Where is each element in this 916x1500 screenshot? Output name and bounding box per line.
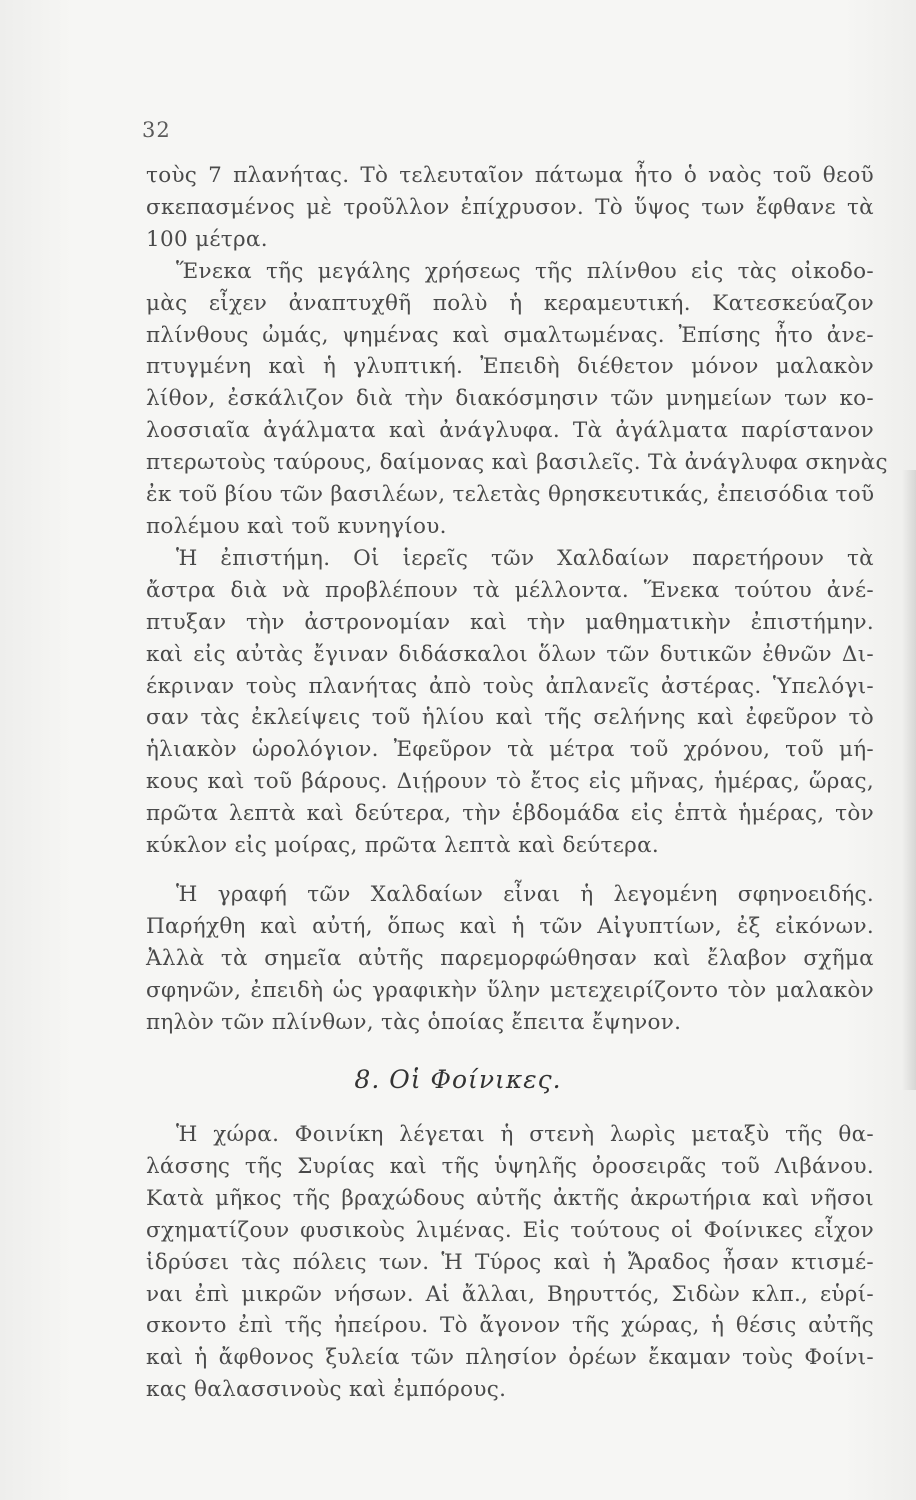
text-line: ἐκ τοῦ βίου τῶν βασιλέων, τελετὰς θρησκευτικάς, ἐπεισόδια τοῦ [146, 482, 875, 508]
text-line: πολέμου καὶ τοῦ κυνηγίου. [146, 513, 447, 539]
paragraph-babylon-temple [146, 160, 888, 862]
text-line: πτυξαν τὴν ἀστρονομίαν καὶ τὴν μαθηματικὴν ἐπιστήμην. [146, 609, 874, 635]
text-line: κας θαλασσινοὺς καὶ ἐμπόρους. [146, 1377, 507, 1403]
text-line: σκεπασμένος μὲ τροῦλλον ἐπίχρυσον. Τὸ ὕψος των ἔφθανε τὰ [146, 194, 874, 220]
text-line: ἱδρύσει τὰς πόλεις των. Ἡ Τύρος καὶ ἡ Ἄραδος ἦσαν κτισμέ- [146, 1249, 874, 1275]
text-line: Ἀλλὰ τὰ σημεῖα αὐτῆς παρεμορφώθησαν καὶ ἔλαβον σχῆμα [146, 945, 874, 971]
text-line: σχηματίζουν φυσικοὺς λιμένας. Εἰς τούτους οἱ Φοίνικες εἶχον [146, 1217, 874, 1243]
text-line: σφηνῶν, ἐπειδὴ ὡς γραφικὴν ὕλην μετεχειρίζοντο τὸν μαλακὸν [146, 977, 874, 1003]
section-title: 8. Οἱ Φοίνικες. [354, 1065, 562, 1094]
page-number: 32 [142, 118, 171, 142]
text-line: πλίνθους ὠμάς, ψημένας καὶ σμαλτωμένας. Ἐπίσης ἦτο ἀνε- [146, 322, 874, 348]
text-line: πτερωτοὺς ταύρους, δαίμονας καὶ βασιλεῖς. Τὰ ἀνάγλυφα σκηνὰς [146, 450, 888, 476]
text-line: Ἡ γραφή τῶν Χαλδαίων εἶναι ἡ λεγομένη σφηνοειδής. [176, 882, 874, 907]
text-line: πτυγμένη καὶ ἡ γλυπτική. Ἐπειδὴ διέθετον μόνον μαλακὸν [146, 354, 874, 380]
paragraph-phoenicia-land [146, 1119, 874, 1406]
text-line: σαν τὰς ἐκλείψεις τοῦ ἡλίου καὶ τῆς σελήνης καὶ ἐφεῦρον τὸ [146, 705, 874, 731]
text-line: καὶ εἰς αὐτὰς ἔγιναν διδάσκαλοι ὅλων τῶν δυτικῶν ἐθνῶν Δι- [146, 641, 874, 667]
page-edge-shadow [902, 470, 916, 1090]
text-line: τοὺς 7 πλανήτας. Τὸ τελευταῖον πάτωμα ἦτο ὁ ναὸς τοῦ θεοῦ [146, 163, 874, 188]
text-line: Ἕνεκα τῆς μεγάλης χρήσεως τῆς πλίνθου εἰς τὰς οἰκοδο- [176, 258, 874, 284]
text-line: 100 μέτρα. [146, 226, 268, 252]
text-line: Κατὰ μῆκος τῆς βραχώδους αὐτῆς ἀκτῆς ἀκρωτήρια καὶ νῆσοι [146, 1185, 874, 1211]
text-line: κους καὶ τοῦ βάρους. Διῄρουν τὸ ἔτος εἰς μῆνας, ἡμέρας, ὥρας, [146, 769, 874, 795]
text-line: πρῶτα λεπτὰ καὶ δεύτερα, τὴν ἑβδομάδα εἰς ἑπτὰ ἡμέρας, τὸν [146, 801, 874, 827]
text-line: Ἡ ἐπιστήμη. Οἱ ἱερεῖς τῶν Χαλδαίων παρετήρουν τὰ [176, 545, 874, 571]
text-line: ναι ἐπὶ μικρῶν νήσων. Αἱ ἄλλαι, Βηρυττός, Σιδὼν κλπ., εὑρί- [146, 1281, 874, 1307]
text-line: κύκλον εἰς μοίρας, πρῶτα λεπτὰ καὶ δεύτερα. [146, 833, 660, 859]
text-line: καὶ ἡ ἄφθονος ξυλεία τῶν πλησίον ὀρέων ἔκαμαν τοὺς Φοίνι- [146, 1345, 874, 1371]
text-line: Παρήχθη καὶ αὐτή, ὅπως καὶ ἡ τῶν Αἰγυπτίων, ἐξ εἰκόνων. [146, 913, 874, 939]
text-line: ἄστρα διὰ νὰ προβλέπουν τὰ μέλλοντα. Ἕνεκα τούτου ἀνέ- [146, 577, 874, 603]
text-line: λοσσιαῖα ἀγάλματα καὶ ἀνάγλυφα. Τὰ ἀγάλματα παρίστανον [146, 418, 874, 444]
text-line: σκοντο ἐπὶ τῆς ἠπείρου. Τὸ ἄγονον τῆς χώρας, ἡ θέσις αὐτῆς [146, 1313, 874, 1339]
text-line: μὰς εἶχεν ἀναπτυχθῆ πολὺ ἡ κεραμευτική. Κατεσκεύαζον [146, 290, 874, 316]
paragraph-chaldean-writing [146, 879, 874, 1039]
text-line: λάσσης τῆς Συρίας καὶ τῆς ὑψηλῆς ὀροσειρᾶς τοῦ Λιβάνου. [146, 1153, 874, 1179]
text-line: έκριναν τοὺς πλανήτας ἀπὸ τοὺς ἀπλανεῖς ἀστέρας. Ὑπελόγι- [146, 673, 874, 699]
text-line: Ἡ χώρα. Φοινίκη λέγεται ἡ στενὴ λωρὶς μεταξὺ τῆς θα- [176, 1122, 874, 1147]
text-line: πηλὸν τῶν πλίνθων, τὰς ὁποίας ἔπειτα ἔψηνον. [146, 1009, 682, 1035]
text-line: ἡλιακὸν ὡρολόγιον. Ἐφεῦρον τὰ μέτρα τοῦ χρόνου, τοῦ μή- [146, 737, 874, 763]
text-line: λίθον, ἐσκάλιζον διὰ τὴν διακόσμησιν τῶν μνημείων των κο- [146, 386, 874, 412]
